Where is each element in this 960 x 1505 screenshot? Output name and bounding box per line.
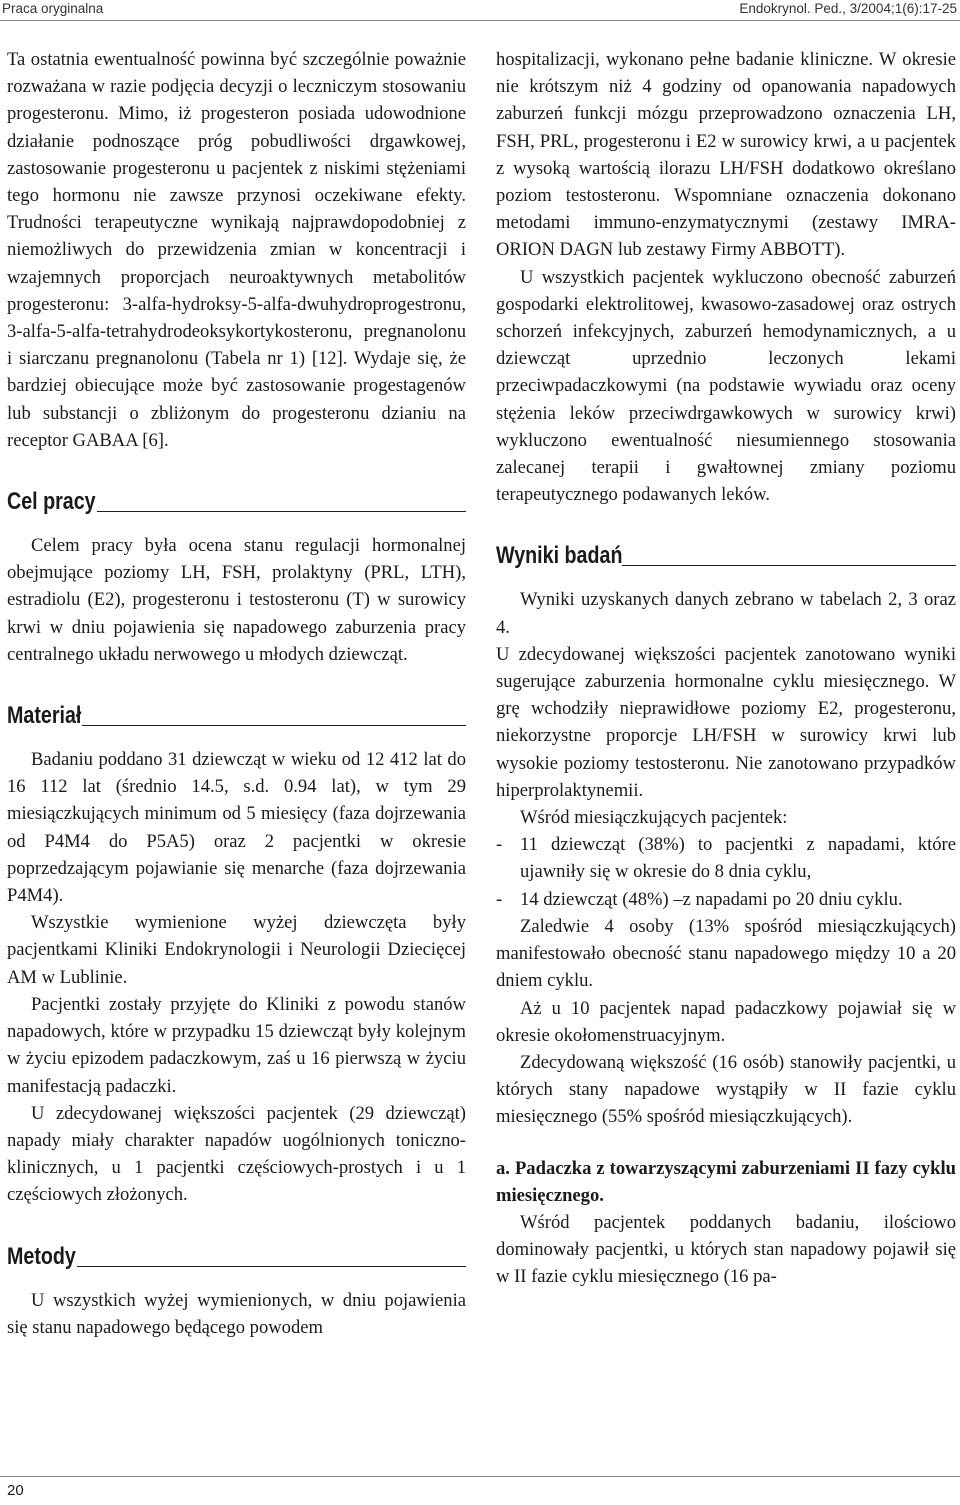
section-rule: [622, 565, 956, 566]
header-section-label: Praca oryginalna: [2, 1, 104, 16]
material-paragraph: Wszystkie wymienione wyżej dziewczęta były pacjentkami Kliniki Endokrynologii i Neurologii Dziecięcej AM w Lublinie.: [7, 912, 466, 988]
list-item-text: 14 dziewcząt (48%) –z napadami po 20 dniu cyklu.: [520, 888, 903, 910]
left-column: [7, 46, 466, 1341]
running-header: [0, 0, 960, 18]
cel-paragraph: Celem pracy była ocena stanu regulacji hormonalnej obejmujące poziomy LH, FSH, prolaktyny (PRL, LTH), estradiolu (E2), progesteronu i testosteronu (T) w surowicy krwi w dniu pojawienia się napadowego zaburzenia pracy centralnego układu nerwowego u młodych dziewcząt.: [7, 535, 466, 665]
section-heading-cel: [7, 476, 466, 516]
section-title: Wyniki badań: [496, 542, 623, 570]
header-citation: Endokrynol. Ped., 3/2004;1(6):17-25: [739, 1, 957, 16]
section-heading-metody: [7, 1231, 466, 1271]
wyniki-paragraph: U zdecydowanej większości pacjentek zanotowano wyniki sugerujące zaburzenia hormonalne cyklu miesięcznego. W grę wchodziły nieprawidłowe poziomy E2, progesteronu, niekorzystne proporcje LH/FSH w surowicy krwi lub wysokie poziomy testosteronu. Nie zanotowano przypadków hiperprolaktynemii.: [496, 643, 956, 801]
right-column: [496, 46, 956, 1291]
section-title: Cel pracy: [7, 488, 96, 516]
intro-paragraph: Ta ostatnia ewentualność powinna być szczególnie poważnie rozważana w razie podjęcia decyzji o leczniczym stosowaniu progesteronu. Mimo, iż progesteron posiada udowodnione działanie podnoszące próg pobudliwości drgawkowej, zastosowanie progesteronu u pacjentek z niskimi stężeniami tego hormonu nie zawsze przynosi oczekiwane efekty. Trudności terapeutyczne wynikają najprawdopodobniej z niemożliwych do przewidzenia zmian w koncentracji i wzajemnych proporcjach neuroaktywnych metabolitów progesteronu: 3-alfa-hydroksy-5-alfa-dwuhydroprogestronu, 3-alfa-5-alfa-tetrahydrodeoksykortykosteronu, pregnanolonu i siarczanu pregnanolonu (Tabela nr 1) [12]. Wydaje się, że bardziej obiecujące może być zastosowanie progestagenów lub substancji o zbliżonym do progesteronu dzianiu na receptor GABAA [6].: [7, 49, 466, 451]
section-rule: [97, 511, 466, 512]
header-rule: [0, 20, 960, 21]
subsection-heading: a. Padaczka z towarzyszącymi zaburzeniami II fazy cyklu miesięcznego.: [496, 1157, 956, 1206]
list-item: [496, 831, 956, 885]
continued-paragraph: hospitalizacji, wykonano pełne badanie kliniczne. W okresie nie krótszym niż 4 godziny od opanowania napadowych zaburzeń funkcji mózgu przeprowadzono oznaczenia LH, FSH, PRL, progesteronu i E2 w surowicy krwi, a u pacjentek z wysoką wartością ilorazu LH/FSH dodatkowo określano poziom testosteronu. Wspomniane oznaczenia dokonano metodami immuno-enzymatycznymi (zestawy IMRA-ORION DAGN lub zestawy Firmy ABBOTT).: [496, 49, 956, 261]
list-item: [496, 886, 956, 913]
methods-paragraph: U wszystkich pacjentek wykluczono obecność zaburzeń gospodarki elektrolitowej, kwasowo-zasadowej oraz ostrych schorzeń infekcyjnych, zaburzeń hemodynamicznych, a u dziewcząt uprzednio leczonych lekami przeciwpadaczkowymi (na podstawie wywiadu oraz oceny stężenia leków przeciwdrgawkowych w surowicy krwi) wykluczono ewentualność niesumiennego stosowania zalecanej terapii i gwałtownej zmiany poziomu terapeutycznego podawanych leków.: [496, 266, 956, 506]
section-title: Metody: [7, 1242, 76, 1270]
page-number: 20: [7, 1482, 24, 1499]
material-paragraph: Badaniu poddano 31 dziewcząt w wieku od 12 412 lat do 16 112 lat (średnio 14.5, s.d. 0.94 lat), w tym 29 miesiączkujących minimum od 5 miesięcy (faza dojrzewania od P4M4 do P5A5) oraz 2 pacjentki w okresie poprzedzającym pojawianie się menarche (faza dojrzewania P4M4).: [7, 749, 466, 907]
material-paragraph: Pacjentki zostały przyjęte do Kliniki z powodu stanów napadowych, które w przypadku 15 dziewcząt były kolejnym w życiu epizodem padaczkowym, zaś u 16 pierwszą w życiu manifestacją padaczki.: [7, 993, 466, 1097]
metody-paragraph: U wszystkich wyżej wymienionych, w dniu pojawienia się stanu napadowego będącego powodem: [7, 1289, 466, 1338]
footer-rule: [0, 1476, 960, 1477]
wyniki-paragraph: Wyniki uzyskanych danych zebrano w tabelach 2, 3 oraz 4.: [496, 589, 956, 638]
wyniki-paragraph: Zaledwie 4 osoby (13% spośród miesiączkujących) manifestowało obecność stanu napadowego między 10 a 20 dniem cyklu.: [496, 915, 956, 992]
section-heading-wyniki: [496, 530, 956, 570]
section-heading-material: [7, 690, 466, 730]
wyniki-paragraph: Wśród miesiączkujących pacjentek:: [520, 807, 788, 829]
material-paragraph: U zdecydowanej większości pacjentek (29 dziewcząt) napady miały charakter napadów uogólnionych toniczno-klinicznych, u 1 pacjentki częściowych-prostych i u 1 częściowych złożonych.: [7, 1102, 466, 1206]
list-item-text: 11 dziewcząt (38%) to pacjentki z napadami, które ujawniły się w okresie do 8 dnia cyklu,: [520, 834, 956, 883]
section-rule: [77, 1266, 466, 1267]
list-dash: -: [496, 888, 503, 910]
subsection-paragraph: Wśród pacjentek poddanych badaniu, ilościowo dominowały pacjentki, u których stan napadowy pojawił się w II fazie cyklu miesięcznego (16 pa-: [496, 1211, 956, 1288]
section-title: Materiał: [7, 702, 82, 730]
list-dash: -: [496, 834, 503, 856]
section-rule: [82, 725, 466, 726]
wyniki-paragraph: Aż u 10 pacjentek napad padaczkowy pojawiał się w okresie okołomenstruacyjnym.: [496, 997, 956, 1046]
wyniki-paragraph: Zdecydowaną większość (16 osób) stanowiły pacjentki, u których stany napadowe wystąpiły w II fazie cyklu miesięcznego (55% spośród miesiączkujących).: [496, 1051, 956, 1128]
